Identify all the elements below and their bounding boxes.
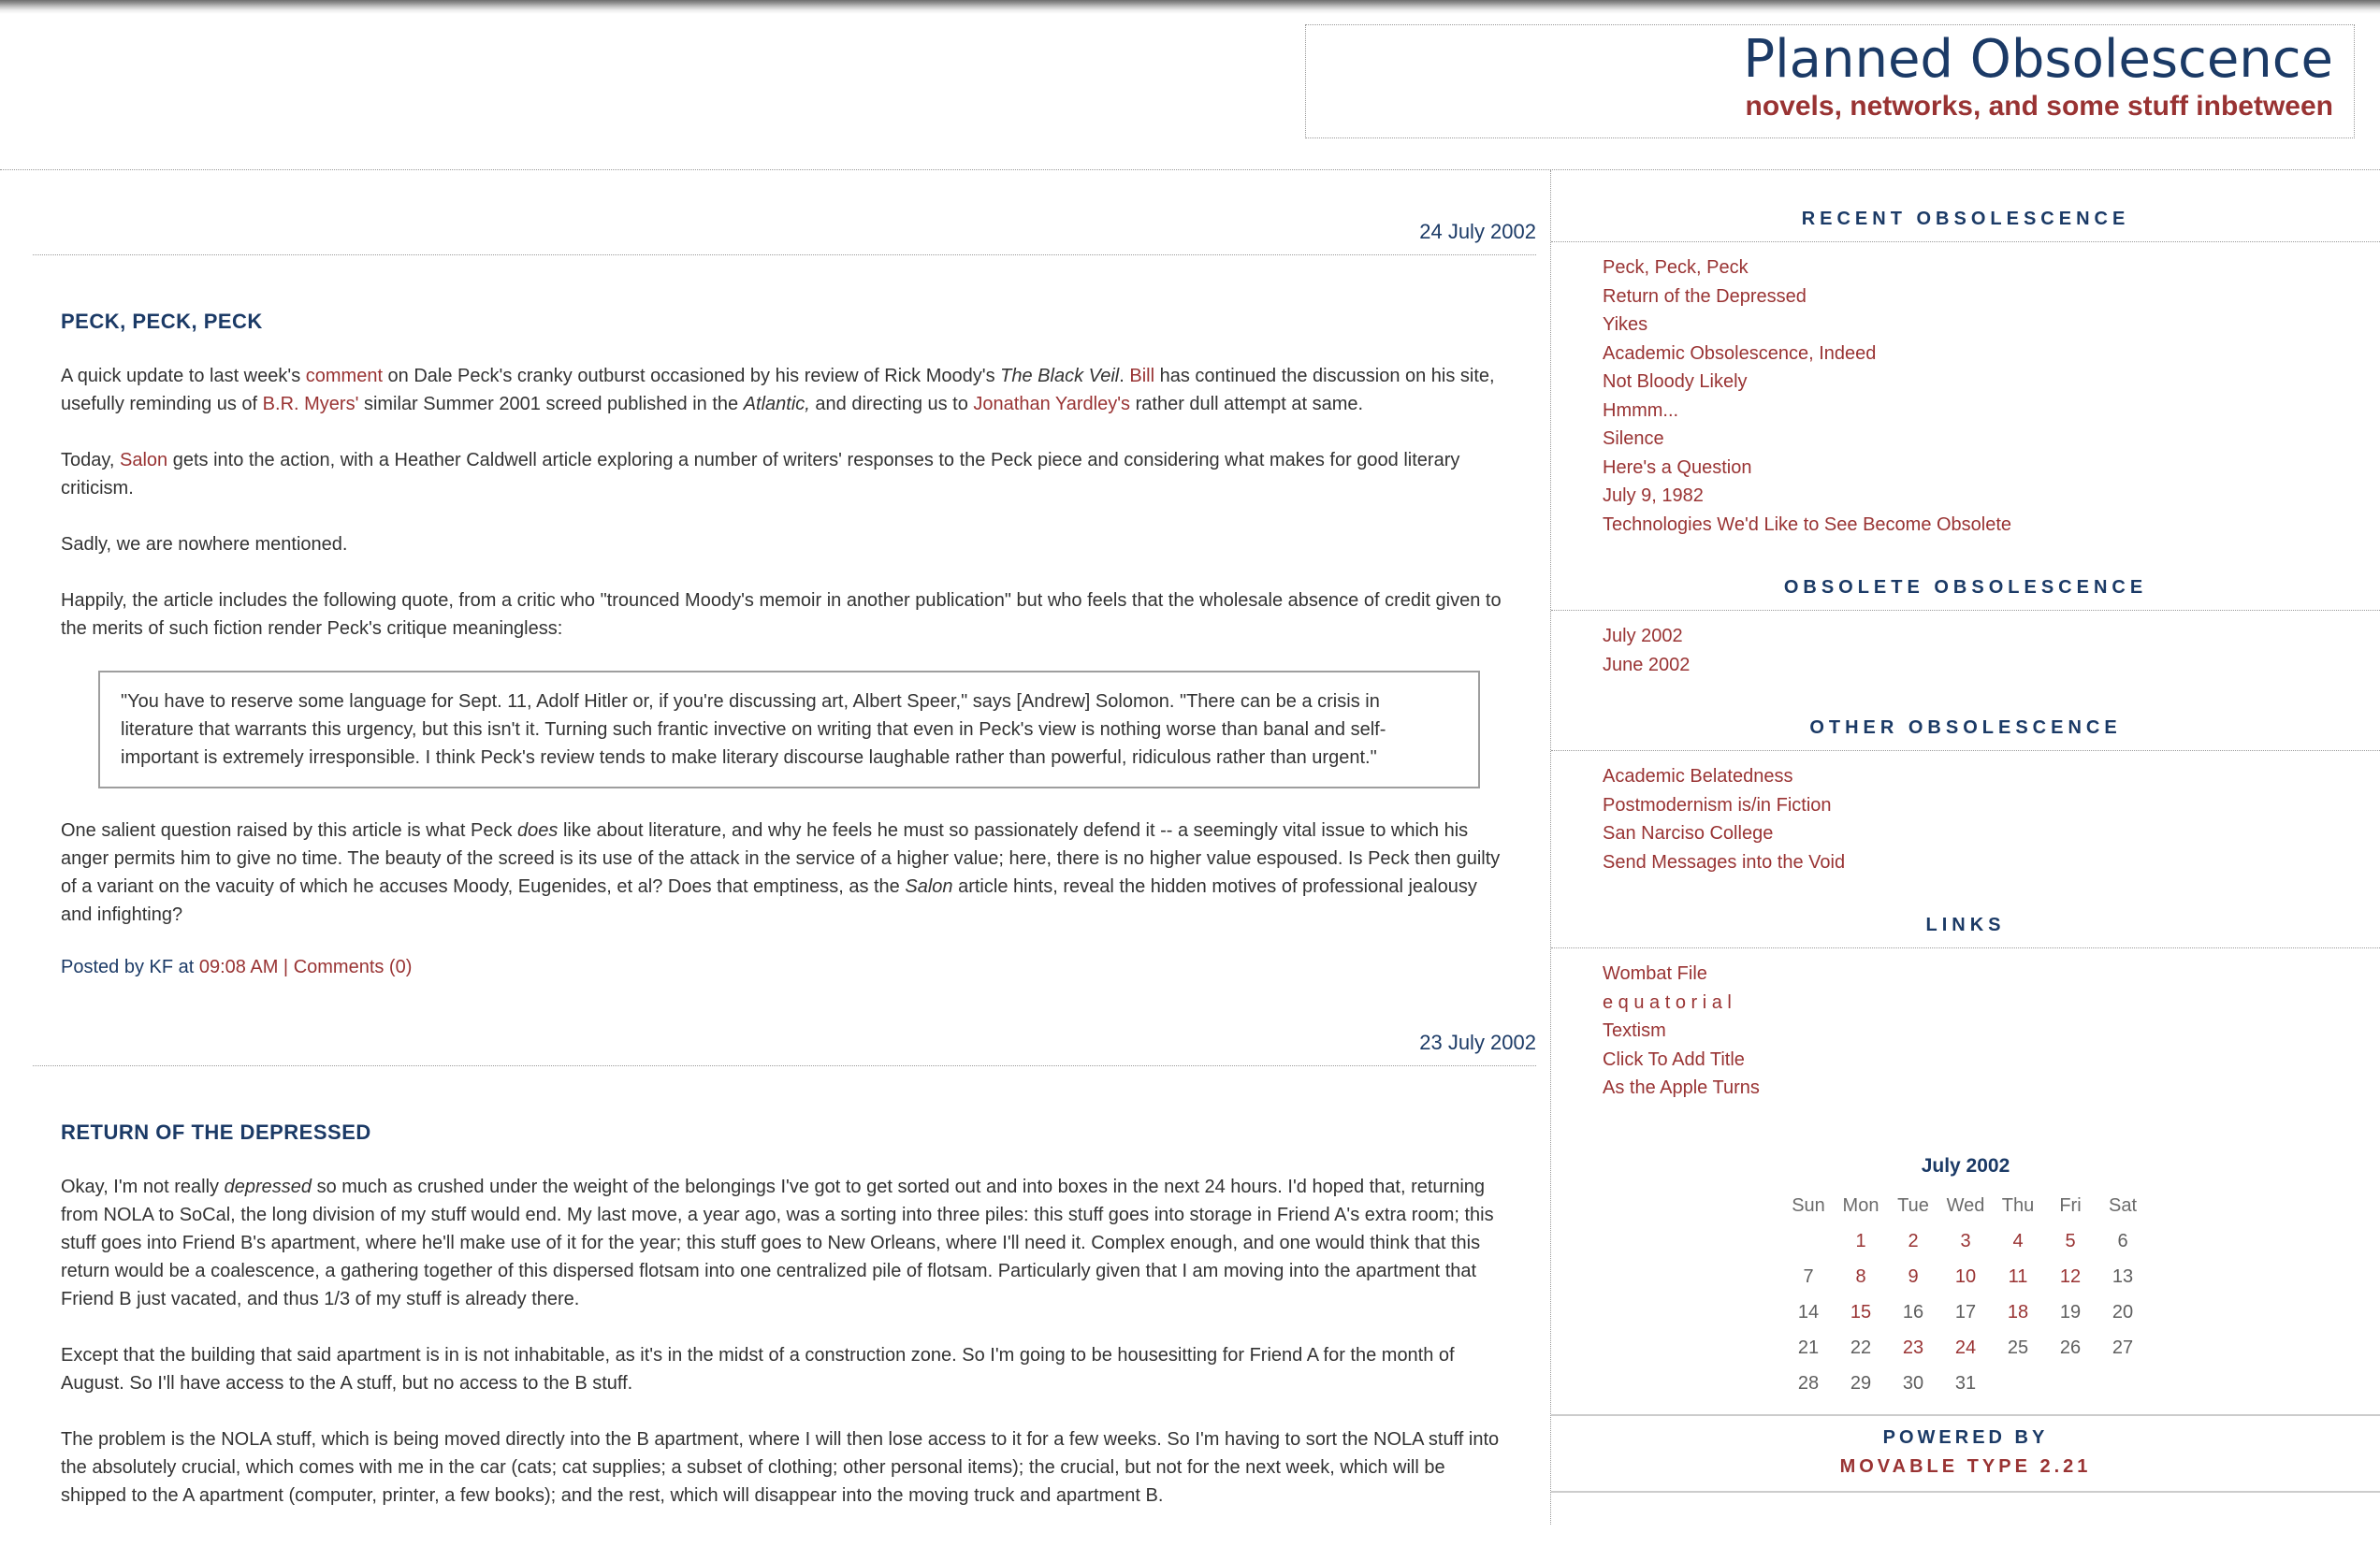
calendar-day-name: Tue	[1897, 1195, 1929, 1216]
sidebar-link[interactable]: July 2002	[1603, 626, 1683, 646]
powered-by-box	[1551, 1414, 2380, 1493]
inline-link[interactable]: 09:08 AM	[198, 957, 279, 977]
calendar-day-link[interactable]: 10	[1954, 1266, 1977, 1287]
text-segment: Except that the building that said apartment is in is not inhabitable, as it's in the midst of a construction zone. So I'm going to be housesitting for Friend A for the month of August. So I'll have access to the A stuff, but no access to the B stuff.	[61, 1345, 1455, 1394]
sidebar-heading-other: OTHER OBSOLESCENCE	[1809, 717, 2122, 738]
site-title-link[interactable]: Planned Obsolescence	[1743, 29, 2333, 90]
calendar-day-link[interactable]: 15	[1850, 1302, 1872, 1323]
date-divider	[33, 254, 1536, 255]
text-segment: .	[1119, 366, 1130, 386]
text-segment: Okay, I'm not really	[61, 1177, 225, 1197]
sidebar-link[interactable]: San Narciso College	[1603, 823, 1774, 844]
calendar-day-name: Fri	[2059, 1195, 2082, 1216]
sidebar-link[interactable]: Send Messages into the Void	[1603, 851, 1846, 873]
sidebar-link[interactable]: Peck, Peck, Peck	[1603, 257, 1749, 278]
page-body	[0, 169, 2380, 1525]
calendar	[1551, 1155, 2380, 1402]
text-segment: One salient question raised by this article is what Peck	[61, 820, 518, 841]
post-paragraph	[61, 446, 1513, 502]
calendar-day-name: Sat	[2108, 1195, 2138, 1216]
post-paragraph	[61, 1341, 1513, 1397]
calendar-day-link[interactable]: 18	[2007, 1302, 2029, 1323]
inline-link[interactable]: B.R. Myers'	[262, 394, 359, 414]
sidebar-link[interactable]: Return of the Depressed	[1603, 285, 1807, 307]
text-segment: A quick update to last week's	[61, 366, 306, 386]
sidebar-link[interactable]: Postmodernism is/in Fiction	[1603, 794, 1832, 816]
text-segment: and directing us to	[809, 394, 974, 414]
text-segment: The problem is the NOLA stuff, which is being moved directly into the B apartment, where I will then lose access to it for a few weeks. So I'm having to sort the NOLA stuff into the absolutely crucial, which comes with me in the car (cats; cat supplies; a subset of clothing; other personal items); the crucial, but not for the next week, which will be shipped to the A apartment (computer, printer, a few books); and the rest, which will disappear into the moving truck and apartment B.	[61, 1429, 1500, 1506]
calendar-day: 6	[2117, 1231, 2128, 1251]
sidebar-link[interactable]: June 2002	[1603, 654, 1691, 675]
post-paragraph	[61, 362, 1513, 418]
calendar-day: 29	[1850, 1373, 1872, 1394]
calendar-day	[1782, 1224, 1835, 1260]
post-paragraph	[61, 1425, 1513, 1510]
sidebar-link[interactable]: Here's a Question	[1603, 456, 1752, 478]
calendar-day: 17	[1954, 1302, 1977, 1323]
text-segment: Salon	[905, 876, 953, 897]
calendar-day: 20	[2112, 1302, 2134, 1323]
calendar-day-link[interactable]: 24	[1954, 1337, 1977, 1358]
post-paragraph	[61, 586, 1513, 643]
movable-type-link[interactable]: MOVABLE TYPE 2.21	[1839, 1455, 2092, 1477]
post-byline	[61, 953, 1513, 981]
sidebar-heading-links: LINKS	[1925, 915, 2006, 935]
calendar-day-link[interactable]: 3	[1960, 1231, 1971, 1251]
sidebar-list-links	[1551, 948, 2380, 1103]
calendar-day-link[interactable]: 11	[2008, 1266, 2028, 1287]
calendar-day: 28	[1797, 1373, 1820, 1394]
post-date: 23 July 2002	[1419, 1031, 1536, 1054]
blog-post	[33, 310, 1536, 981]
calendar-day	[2044, 1366, 2097, 1402]
inline-link[interactable]: Jonathan Yardley's	[973, 394, 1131, 414]
sidebar-link[interactable]: Academic Obsolescence, Indeed	[1603, 342, 1877, 364]
post-paragraph	[61, 817, 1513, 929]
text-segment: on Dale Peck's cranky outburst occasioned by his review of Rick Moody's	[383, 366, 1001, 386]
text-segment: Posted by KF at	[61, 957, 199, 977]
calendar-day-name: Mon	[1842, 1195, 1879, 1216]
post-title: PECK, PECK, PECK	[61, 310, 263, 333]
post-title: RETURN OF THE DEPRESSED	[61, 1120, 371, 1144]
calendar-day: 26	[2059, 1337, 2082, 1358]
text-segment: article hints, reveal the hidden motives of professional jealousy and infighting?	[61, 876, 1477, 925]
calendar-day-link[interactable]: 9	[1908, 1266, 1919, 1287]
main-column	[0, 170, 1550, 1547]
calendar-day-link[interactable]: 12	[2059, 1266, 2082, 1287]
inline-link[interactable]: comment	[305, 366, 383, 386]
calendar-day-name: Sun	[1792, 1195, 1825, 1216]
text-segment: Happily, the article includes the following quote, from a critic who "trounced Moody's memoir in another publication" but who feels that the wholesale absence of credit given to the merits of such fiction render Peck's critique meaningless:	[61, 590, 1502, 639]
text-segment: rather dull attempt at same.	[1130, 394, 1364, 414]
inline-link[interactable]: |	[278, 957, 294, 977]
calendar-day: 30	[1902, 1373, 1924, 1394]
post-paragraph	[61, 1173, 1513, 1313]
powered-by-label: POWERED BY	[1882, 1426, 2049, 1448]
sidebar-link[interactable]: Academic Belatedness	[1603, 766, 1793, 787]
text-segment: The Black Veil	[1000, 366, 1120, 386]
site-masthead	[1305, 24, 2355, 138]
calendar-day-link[interactable]: 4	[2012, 1231, 2024, 1251]
text-segment: Atlantic,	[743, 394, 810, 414]
inline-link[interactable]: Salon	[120, 450, 168, 470]
calendar-day: 27	[2112, 1337, 2134, 1358]
text-segment: like about literature, and why he feels he must so passionately defend it -- a seemingly vital issue to which his anger permits him to give no time. The beauty of the screed is its use of the attack in the service of a higher value; here, there is no higher value espoused. Is Peck then guilty of a variant on the vacuity of which he accuses Moody, Eugenides, et al? Does that emptiness, as the	[61, 820, 1501, 897]
blog-post	[33, 1120, 1536, 1510]
calendar-day: 21	[1797, 1337, 1820, 1358]
site-subtitle: novels, networks, and some stuff inbetween	[1745, 91, 2333, 122]
calendar-day: 7	[1803, 1266, 1814, 1287]
post-date: 24 July 2002	[1419, 220, 1536, 243]
text-segment: Sadly, we are nowhere mentioned.	[61, 534, 348, 555]
sidebar-link[interactable]: Technologies We'd Like to See Become Obsolete	[1603, 513, 2012, 535]
calendar-table	[1782, 1189, 2149, 1402]
sidebar-heading-recent: RECENT OBSOLESCENCE	[1801, 209, 2130, 229]
sidebar-link[interactable]: Silence	[1603, 428, 1664, 449]
text-segment: depressed	[224, 1177, 312, 1197]
calendar-day: 19	[2059, 1302, 2082, 1323]
calendar-day-link[interactable]: 1	[1855, 1231, 1866, 1251]
calendar-day-link[interactable]: 2	[1908, 1231, 1919, 1251]
calendar-day-name: Thu	[2001, 1195, 2035, 1216]
calendar-day	[1992, 1366, 2044, 1402]
sidebar-link[interactable]: e q u a t o r i a l	[1603, 991, 1732, 1013]
sidebar-link[interactable]: Hmmm...	[1603, 399, 1679, 421]
post-paragraph	[61, 530, 1513, 558]
inline-link[interactable]: Bill	[1129, 366, 1155, 386]
sidebar-list-archives	[1551, 611, 2380, 679]
sidebar-heading-archives: OBSOLETE OBSOLESCENCE	[1783, 577, 2148, 598]
sidebar-link[interactable]: Textism	[1603, 1020, 1666, 1041]
calendar-day: 22	[1850, 1337, 1872, 1358]
text-segment: similar Summer 2001 screed published in the	[358, 394, 744, 414]
calendar-day-link[interactable]: 23	[1902, 1337, 1924, 1358]
calendar-day	[2097, 1366, 2149, 1402]
sidebar-link[interactable]: Click To Add Title	[1603, 1048, 1745, 1070]
sidebar-link[interactable]: As the Apple Turns	[1603, 1077, 1760, 1098]
text-segment: has continued the discussion on his site, usefully reminding us of	[61, 366, 1495, 414]
inline-link[interactable]: Comments (0)	[293, 957, 413, 977]
text-segment: so much as crushed under the weight of the belongings I've got to get sorted out and into boxes in the next 24 hours. I'd hoped that, returning from NOLA to SoCal, the long division of my stuff would end. My last move, a year ago, was a sorting into three piles: this stuff goes into storage in Friend A's extra room; this stuff goes into Friend B's apartment, where he'll make use of it for the year; this stuff goes to New Orleans, where I'll need it. Complex enough, and one would think that this return would be a coalescence, a gathering together of this dispersed flotsam into one centralized pile of flotsam. Particularly given that I am moving into the apartment that Friend B just vacated, and thus 1/3 of my stuff is already there.	[61, 1177, 1494, 1309]
sidebar	[1550, 170, 2380, 1525]
sidebar-list-recent	[1551, 242, 2380, 539]
post-blockquote: "You have to reserve some language for Sept. 11, Adolf Hitler or, if you're discussing art, Albert Speer," says [Andrew] Solomon. "There can be a crisis in literature that warrants this urgency, but this isn't it. Turning such frantic invective on writing that even in Peck's view is nothing worse than banal and self-important is extremely irresponsible. I think Peck's review tends to make literary discourse laughable rather than powerful, ridiculous rather than urgent."	[98, 671, 1480, 788]
calendar-day: 25	[2007, 1337, 2029, 1358]
calendar-day-link[interactable]: 5	[2065, 1231, 2076, 1251]
calendar-day: 16	[1902, 1302, 1924, 1323]
text-segment: gets into the action, with a Heather Caldwell article exploring a number of writers' responses to the Peck piece and considering what makes for good literary criticism.	[61, 450, 1460, 499]
text-segment: Today,	[61, 450, 120, 470]
sidebar-link[interactable]: Yikes	[1603, 314, 1648, 335]
calendar-day: 31	[1954, 1373, 1977, 1394]
date-divider	[33, 1065, 1536, 1066]
calendar-day: 13	[2112, 1266, 2134, 1287]
calendar-day-name: Wed	[1946, 1195, 1985, 1216]
window-top-shadow	[0, 0, 2380, 14]
sidebar-list-other	[1551, 751, 2380, 876]
sidebar-link[interactable]: July 9, 1982	[1603, 485, 1704, 506]
calendar-day: 14	[1797, 1302, 1820, 1323]
text-segment: does	[517, 820, 559, 841]
calendar-title: July 2002	[1921, 1154, 2010, 1177]
sidebar-link[interactable]: Not Bloody Likely	[1603, 371, 1748, 392]
sidebar-link[interactable]: Wombat File	[1603, 963, 1707, 984]
calendar-day-link[interactable]: 8	[1855, 1266, 1866, 1287]
